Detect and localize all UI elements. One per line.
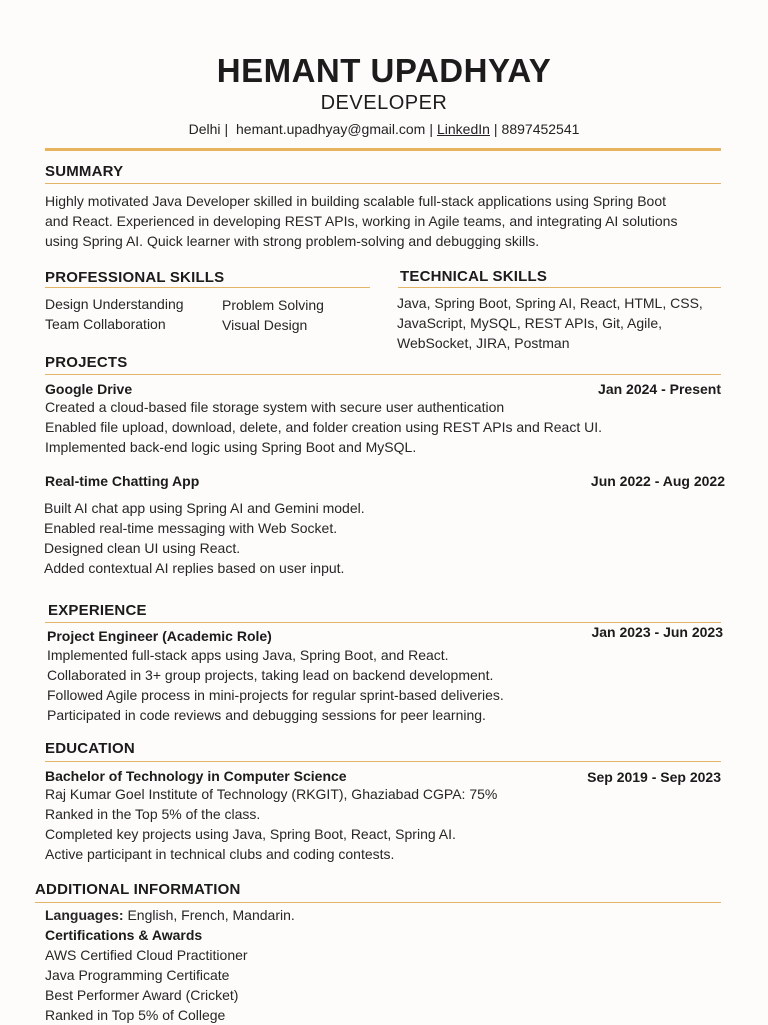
section-divider <box>45 761 721 762</box>
tech-line: Java, Spring Boot, Spring AI, React, HTML, CSS, <box>397 295 703 311</box>
project-line: Designed clean UI using React. <box>44 540 241 556</box>
contact-separator: | <box>429 121 433 137</box>
project-line: Implemented back-end logic using Spring Boot and MySQL. <box>45 439 417 455</box>
experience-line: Implemented full-stack apps using Java, Spring Boot, and React. <box>47 647 449 663</box>
project-line: Added contextual AI replies based on user input. <box>44 560 345 576</box>
certifications-heading: Certifications & Awards <box>45 927 203 943</box>
languages-value: English, French, Mandarin. <box>123 907 295 923</box>
summary-line: using Spring AI. Quick learner with strong problem-solving and debugging skills. <box>45 233 540 249</box>
contact-email[interactable]: hemant.upadhyay@gmail.com <box>236 121 426 137</box>
certification-item: AWS Certified Cloud Practitioner <box>45 947 248 963</box>
education-heading: EDUCATION <box>45 740 135 757</box>
contact-separator: | <box>224 121 229 137</box>
project-line: Built AI chat app using Spring AI and Gemini model. <box>44 500 365 516</box>
education-details <box>45 784 497 864</box>
summary-line: and React. Experienced in developing REST APIs, working in Agile teams, and integrating AI solutions <box>45 213 678 229</box>
certification-item: Best Performer Award (Cricket) <box>45 987 239 1003</box>
contact-phone: 8897452541 <box>501 121 580 137</box>
section-divider <box>45 622 721 623</box>
project-date: Jan 2024 - Present <box>598 381 721 397</box>
professional-skills-col1 <box>45 294 184 334</box>
section-divider <box>45 287 370 288</box>
summary-line: Highly motivated Java Developer skilled in building scalable full-stack applications using Spring Boot <box>45 193 666 209</box>
summary-heading: SUMMARY <box>45 163 124 180</box>
technical-skills-text <box>397 293 703 353</box>
resume-name: HEMANT UPADHYAY <box>216 52 552 89</box>
section-divider <box>45 374 721 375</box>
education-line: Active participant in technical clubs and coding contests. <box>45 846 395 862</box>
technical-skills-heading: TECHNICAL SKILLS <box>400 268 548 285</box>
project-details <box>45 397 602 457</box>
resume-role: DEVELOPER <box>320 92 448 114</box>
experience-title: Project Engineer (Academic Role) <box>47 628 272 644</box>
project-line: Enabled file upload, download, delete, and folder creation using REST APIs and React UI. <box>45 419 602 435</box>
summary-text <box>45 191 735 251</box>
experience-date: Jan 2023 - Jun 2023 <box>591 624 723 640</box>
project-line: Enabled real-time messaging with Web Socket. <box>44 520 338 536</box>
contact-line <box>0 121 768 137</box>
skill-item: Team Collaboration <box>45 316 166 332</box>
education-line: Ranked in the Top 5% of the class. <box>45 806 261 822</box>
additional-heading: ADDITIONAL INFORMATION <box>35 881 241 898</box>
certification-item: Ranked in Top 5% of College <box>45 1007 226 1023</box>
linkedin-link[interactable]: LinkedIn <box>436 121 490 137</box>
section-divider <box>398 287 721 288</box>
section-divider <box>35 902 721 903</box>
education-title: Bachelor of Technology in Computer Science <box>45 768 347 784</box>
contact-separator: | <box>493 121 498 137</box>
tech-line: JavaScript, MySQL, REST APIs, Git, Agile, <box>397 315 663 331</box>
skill-item: Problem Solving <box>222 297 324 313</box>
project-date: Jun 2022 - Aug 2022 <box>590 473 725 489</box>
education-line: Raj Kumar Goel Institute of Technology (RKGIT), Ghaziabad CGPA: 75% <box>45 786 498 802</box>
header-divider <box>45 148 721 151</box>
project-title: Real-time Chatting App <box>45 473 200 489</box>
project-details <box>44 498 365 578</box>
section-divider <box>45 183 721 184</box>
experience-line: Followed Agile process in mini-projects for regular sprint-based deliveries. <box>47 687 504 703</box>
experience-heading: EXPERIENCE <box>48 602 147 619</box>
languages-line <box>45 905 295 925</box>
projects-heading: PROJECTS <box>45 354 128 371</box>
education-line: Completed key projects using Java, Spring Boot, React, Spring AI. <box>45 826 456 842</box>
professional-skills-heading: PROFESSIONAL SKILLS <box>45 269 225 286</box>
experience-details <box>47 645 504 725</box>
project-line: Created a cloud-based file storage system with secure user authentication <box>45 399 505 415</box>
contact-location: Delhi <box>188 121 221 137</box>
experience-line: Participated in code reviews and debugging sessions for peer learning. <box>47 707 486 723</box>
tech-line: WebSocket, JIRA, Postman <box>397 335 570 351</box>
skill-item: Visual Design <box>222 317 308 333</box>
languages-label: Languages: <box>45 907 124 923</box>
education-date: Sep 2019 - Sep 2023 <box>587 769 721 785</box>
certification-item: Java Programming Certificate <box>45 967 230 983</box>
skill-item: Design Understanding <box>45 296 184 312</box>
project-title: Google Drive <box>45 381 133 397</box>
experience-line: Collaborated in 3+ group projects, taking lead on backend development. <box>47 667 494 683</box>
additional-details <box>45 905 295 1025</box>
professional-skills-col2 <box>222 295 324 335</box>
